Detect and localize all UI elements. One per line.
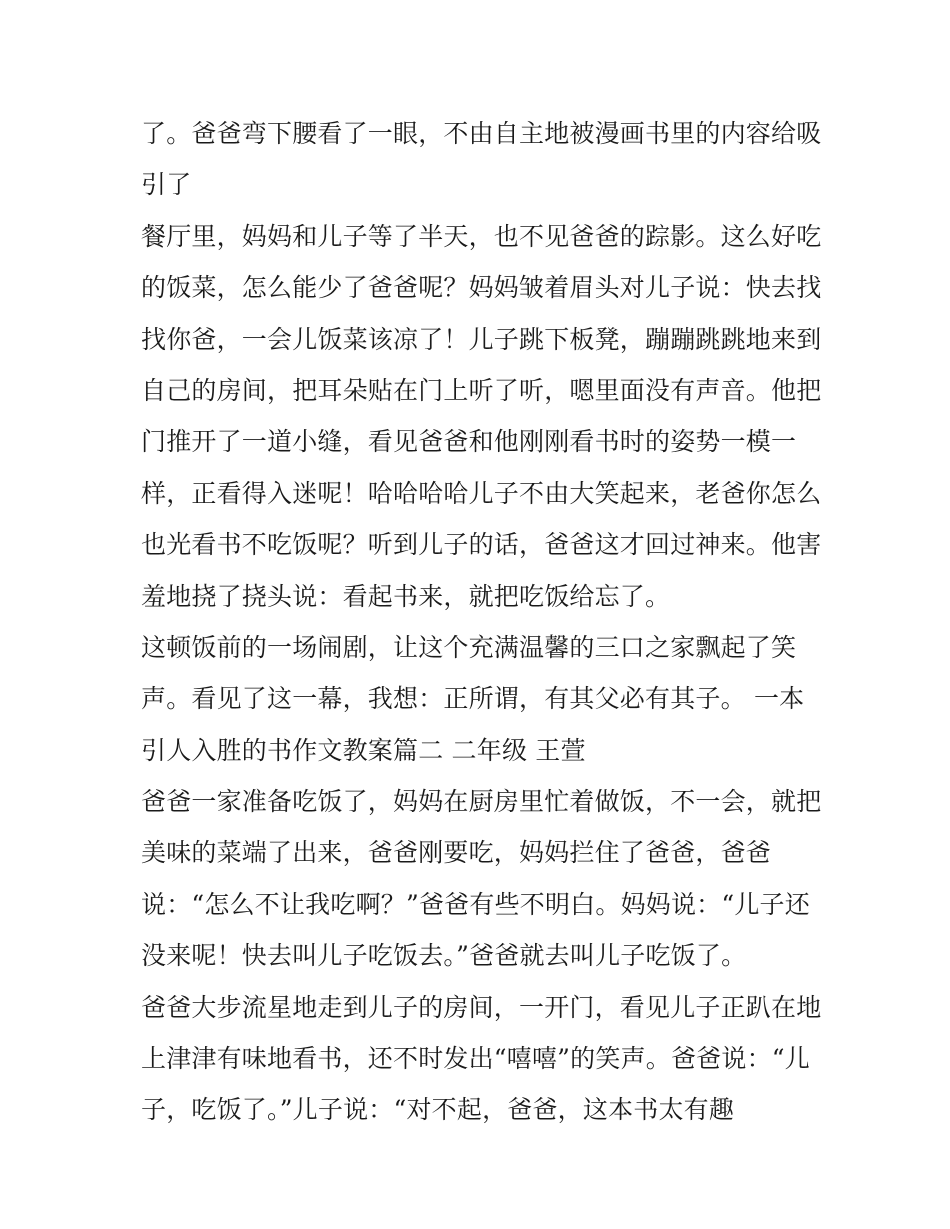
text-line: 这顿饭前的一场闹剧，让这个充满温馨的三口之家飘起了笑 — [141, 632, 797, 662]
text-line: 样，正看得入迷呢！哈哈哈哈儿子不由大笑起来，老爸你怎么 — [141, 478, 821, 508]
text-line: 声。看见了这一幕，我想：正所谓，有其父必有其子。 一本 — [141, 684, 805, 714]
text-line: 自己的房间，把耳朵贴在门上听了听，嗯里面没有声音。他把 — [141, 375, 821, 405]
text-line: 找你爸，一会儿饭菜该凉了！儿子跳下板凳，蹦蹦跳跳地来到 — [141, 324, 821, 354]
text-line: 引了 — [141, 170, 192, 200]
text-line: 爸爸大步流星地走到儿子的房间，一开门，看见儿子正趴在地 — [141, 992, 821, 1022]
text-line: 说：“怎么不让我吃啊？”爸爸有些不明白。妈妈说：“儿子还 — [141, 889, 810, 919]
text-line: 爸爸一家准备吃饭了，妈妈在厨房里忙着做饭，不一会，就把 — [141, 787, 821, 817]
text-line: 美味的菜端了出来，爸爸刚要吃，妈妈拦住了爸爸，爸爸 — [141, 838, 772, 868]
text-line: 了。爸爸弯下腰看了一眼，不由自主地被漫画书里的内容给吸 — [141, 119, 821, 148]
text-line: 羞地挠了挠头说：看起书来，就把吃饭给忘了。 — [141, 581, 671, 611]
body-text — [141, 108, 821, 1136]
text-line: 子，吃饭了。”儿子说：“对不起，爸爸，这本书太有趣 — [141, 1095, 735, 1125]
text-line: 没来呢！快去叫儿子吃饭去。”爸爸就去叫儿子吃饭了。 — [141, 941, 747, 971]
text-line: 也光看书不吃饭呢？听到儿子的话，爸爸这才回过神来。他害 — [141, 530, 821, 560]
text-line: 餐厅里，妈妈和儿子等了半天，也不见爸爸的踪影。这么好吃 — [141, 221, 821, 251]
text-line: 上津津有味地看书，还不时发出“嘻嘻”的笑声。爸爸说：“儿 — [141, 1044, 810, 1074]
text-line: 门推开了一道小缝，看见爸爸和他刚刚看书时的姿势一模一 — [141, 427, 797, 457]
section-title-line: 引人入胜的书作文教案篇二 二年级 王萱 — [141, 735, 586, 765]
text-line: 的饭菜，怎么能少了爸爸呢？妈妈皱着眉头对儿子说：快去找 — [141, 273, 821, 303]
